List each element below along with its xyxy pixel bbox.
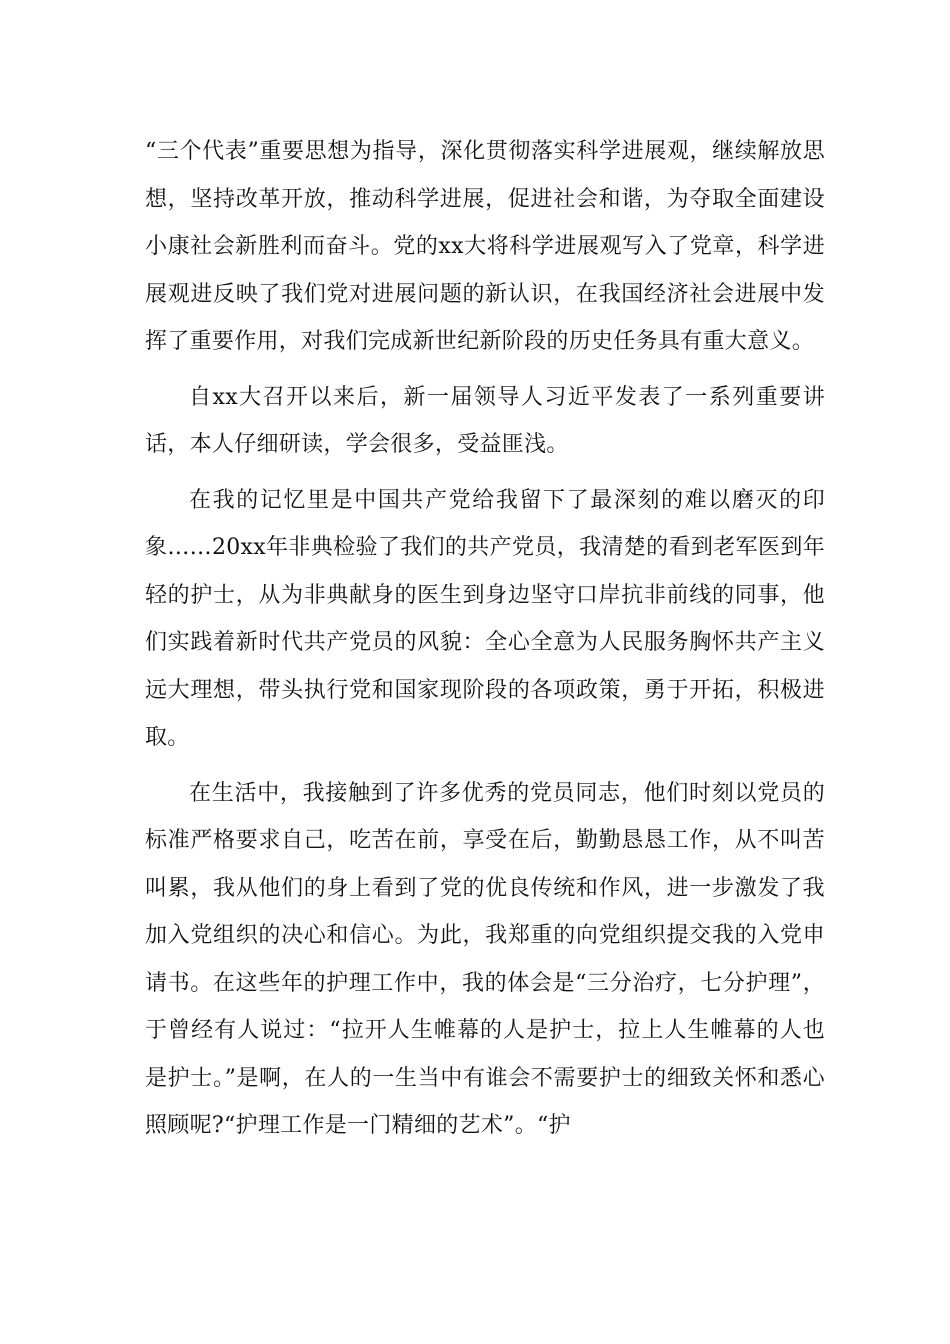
- paragraph-1: “三个代表”重要思想为指导，深化贯彻落实科学进展观，继续解放思想，坚持改革开放，推动科学进展，促进社会和谐，为夺取全面建设小康社会新胜利而奋斗。党的xx大将科学进展观写入了党章，科学进展观进反映了我们党对进展问题的新认识，在我国经济社会进展中发挥了重要作用，对我们完成新世纪新阶段的历史任务具有重大意义。: [145, 139, 825, 354]
- document-body: [145, 128, 825, 1158]
- paragraph-4: 在生活中，我接触到了许多优秀的党员同志，他们时刻以党员的标准严格要求自己，吃苦在前，享受在后，勤勤恳恳工作，从不叫苦叫累，我从他们的身上看到了党的优良传统和作风，进一步激发了我加入党组织的决心和信心。为此，我郑重的向党组织提交我的入党申请书。在这些年的护理工作中，我的体会是“三分治疗，七分护理”，于曾经有人说过：“拉开人生帷幕的人是护士，拉上人生帷幕的人也是护士。”是啊，在人的一生当中有谁会不需要护士的细致关怀和悉心照顾呢?“护理工作是一门精细的艺术”。“护: [145, 780, 825, 1138]
- paragraph-3: 在我的记忆里是中国共产党给我留下了最深刻的难以磨灭的印象……20xx年非典检验了我们的共产党员，我清楚的看到老军医到年轻的护士，从为非典献身的医生到身边坚守口岸抗非前线的同事，他们实践着新时代共产党员的风貌：全心全意为人民服务胸怀共产主义远大理想，带头执行党和国家现阶段的各项政策，勇于开拓，积极进取。: [145, 487, 825, 750]
- paragraph-2: 自xx大召开以来后，新一届领导人习近平发表了一系列重要讲话，本人仔细研读，学会很多，受益匪浅。: [145, 384, 825, 457]
